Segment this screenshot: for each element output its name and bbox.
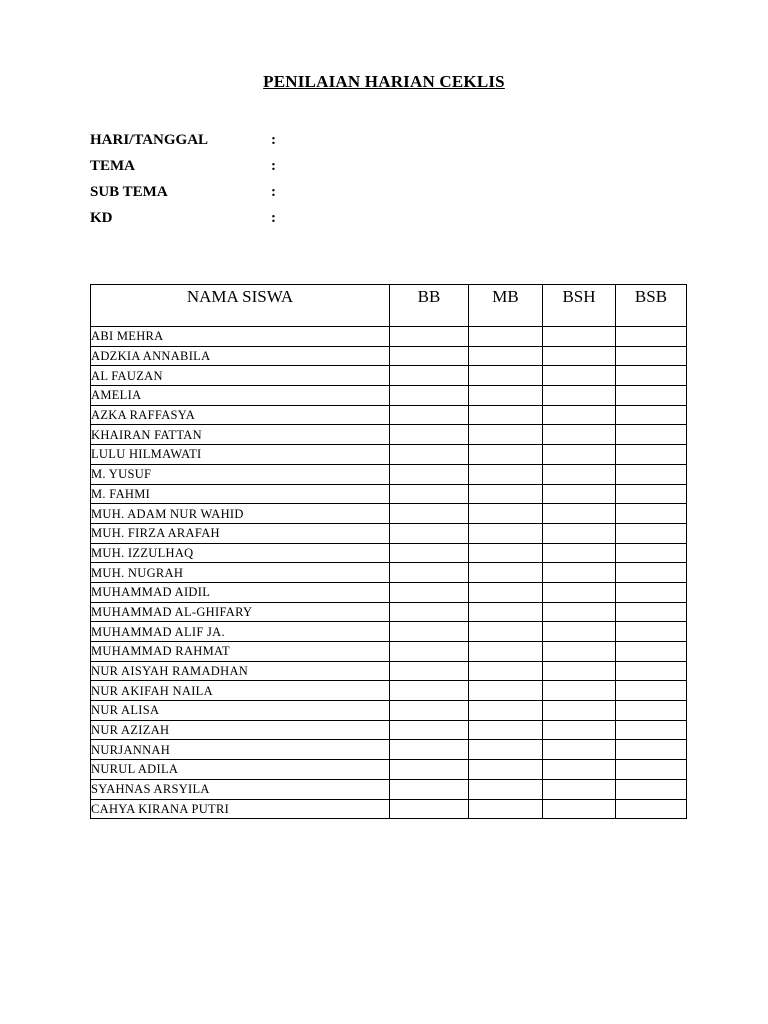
check-cell-bsb[interactable] bbox=[616, 386, 687, 406]
meta-row-kd bbox=[90, 205, 291, 231]
check-cell-mb[interactable] bbox=[469, 523, 543, 543]
check-cell-bsb[interactable] bbox=[616, 346, 687, 366]
check-cell-bsb[interactable] bbox=[616, 445, 687, 465]
checklist-table bbox=[90, 284, 687, 819]
meta-colon: : bbox=[271, 183, 276, 200]
student-name: NUR AISYAH RAMADHAN bbox=[91, 661, 390, 681]
check-cell-bb[interactable] bbox=[390, 464, 469, 484]
check-cell-bsb[interactable] bbox=[616, 484, 687, 504]
check-cell-bb[interactable] bbox=[390, 563, 469, 583]
check-cell-bb[interactable] bbox=[390, 445, 469, 465]
table-row bbox=[91, 563, 687, 583]
check-cell-mb[interactable] bbox=[469, 681, 543, 701]
check-cell-bb[interactable] bbox=[390, 642, 469, 662]
header-mb: MB bbox=[469, 285, 543, 327]
table-row bbox=[91, 642, 687, 662]
check-cell-bsh[interactable] bbox=[543, 602, 616, 622]
meta-colon: : bbox=[271, 131, 276, 148]
student-name: MUHAMMAD AL-GHIFARY bbox=[91, 602, 390, 622]
check-cell-bsh[interactable] bbox=[543, 425, 616, 445]
check-cell-bsh[interactable] bbox=[543, 563, 616, 583]
table-row bbox=[91, 622, 687, 642]
check-cell-bsb[interactable] bbox=[616, 681, 687, 701]
check-cell-bsh[interactable] bbox=[543, 484, 616, 504]
check-cell-bsb[interactable] bbox=[616, 563, 687, 583]
check-cell-bsh[interactable] bbox=[543, 740, 616, 760]
check-cell-bsh[interactable] bbox=[543, 779, 616, 799]
meta-section bbox=[90, 127, 291, 231]
check-cell-bsb[interactable] bbox=[616, 701, 687, 721]
check-cell-bsh[interactable] bbox=[543, 681, 616, 701]
check-cell-bb[interactable] bbox=[390, 425, 469, 445]
student-name: NUR AZIZAH bbox=[91, 720, 390, 740]
table-row bbox=[91, 779, 687, 799]
check-cell-bb[interactable] bbox=[390, 346, 469, 366]
meta-row-date bbox=[90, 127, 291, 153]
check-cell-bsb[interactable] bbox=[616, 543, 687, 563]
check-cell-bsh[interactable] bbox=[543, 642, 616, 662]
check-cell-bb[interactable] bbox=[390, 405, 469, 425]
table-row bbox=[91, 445, 687, 465]
check-cell-bsb[interactable] bbox=[616, 523, 687, 543]
table-row bbox=[91, 504, 687, 524]
table-row bbox=[91, 661, 687, 681]
meta-label: SUB TEMA bbox=[90, 183, 168, 200]
table-header-row bbox=[91, 285, 687, 327]
check-cell-bb[interactable] bbox=[390, 582, 469, 602]
student-name: MUHAMMAD RAHMAT bbox=[91, 642, 390, 662]
check-cell-mb[interactable] bbox=[469, 799, 543, 819]
check-cell-bb[interactable] bbox=[390, 799, 469, 819]
check-cell-mb[interactable] bbox=[469, 464, 543, 484]
table-row bbox=[91, 740, 687, 760]
check-cell-mb[interactable] bbox=[469, 543, 543, 563]
check-cell-bb[interactable] bbox=[390, 740, 469, 760]
meta-label: KD bbox=[90, 209, 113, 226]
check-cell-mb[interactable] bbox=[469, 346, 543, 366]
check-cell-bsh[interactable] bbox=[543, 405, 616, 425]
check-cell-bb[interactable] bbox=[390, 701, 469, 721]
check-cell-bsh[interactable] bbox=[543, 366, 616, 386]
meta-row-theme bbox=[90, 153, 291, 179]
check-cell-bsb[interactable] bbox=[616, 760, 687, 780]
header-bsb: BSB bbox=[616, 285, 687, 327]
check-cell-mb[interactable] bbox=[469, 327, 543, 347]
meta-colon: : bbox=[271, 209, 276, 226]
table-row bbox=[91, 681, 687, 701]
check-cell-mb[interactable] bbox=[469, 760, 543, 780]
student-name: KHAIRAN FATTAN bbox=[91, 425, 390, 445]
table-row bbox=[91, 405, 687, 425]
check-cell-bsh[interactable] bbox=[543, 701, 616, 721]
check-cell-bb[interactable] bbox=[390, 327, 469, 347]
check-cell-bsb[interactable] bbox=[616, 622, 687, 642]
header-name: NAMA SISWA bbox=[91, 285, 390, 327]
student-name: NUR ALISA bbox=[91, 701, 390, 721]
student-name: M. YUSUF bbox=[91, 464, 390, 484]
check-cell-bb[interactable] bbox=[390, 543, 469, 563]
check-cell-bsh[interactable] bbox=[543, 445, 616, 465]
check-cell-mb[interactable] bbox=[469, 504, 543, 524]
check-cell-mb[interactable] bbox=[469, 720, 543, 740]
check-cell-bb[interactable] bbox=[390, 386, 469, 406]
check-cell-bsh[interactable] bbox=[543, 760, 616, 780]
check-cell-bsb[interactable] bbox=[616, 464, 687, 484]
student-name: MUHAMMAD ALIF JA. bbox=[91, 622, 390, 642]
student-name: SYAHNAS ARSYILA bbox=[91, 779, 390, 799]
check-cell-bsh[interactable] bbox=[543, 504, 616, 524]
student-name: AL FAUZAN bbox=[91, 366, 390, 386]
check-cell-mb[interactable] bbox=[469, 779, 543, 799]
check-cell-mb[interactable] bbox=[469, 661, 543, 681]
check-cell-bsh[interactable] bbox=[543, 523, 616, 543]
meta-row-subtheme bbox=[90, 179, 291, 205]
check-cell-mb[interactable] bbox=[469, 484, 543, 504]
check-cell-bsh[interactable] bbox=[543, 327, 616, 347]
check-cell-bsb[interactable] bbox=[616, 799, 687, 819]
check-cell-mb[interactable] bbox=[469, 701, 543, 721]
check-cell-bsh[interactable] bbox=[543, 464, 616, 484]
student-name: MUHAMMAD AIDIL bbox=[91, 582, 390, 602]
table-row bbox=[91, 327, 687, 347]
student-name: NURJANNAH bbox=[91, 740, 390, 760]
check-cell-bsh[interactable] bbox=[543, 661, 616, 681]
check-cell-bb[interactable] bbox=[390, 484, 469, 504]
table-body bbox=[91, 327, 687, 819]
check-cell-bb[interactable] bbox=[390, 760, 469, 780]
student-name: NUR AKIFAH NAILA bbox=[91, 681, 390, 701]
student-name: ABI MEHRA bbox=[91, 327, 390, 347]
check-cell-bsb[interactable] bbox=[616, 425, 687, 445]
check-cell-bsh[interactable] bbox=[543, 720, 616, 740]
check-cell-bb[interactable] bbox=[390, 779, 469, 799]
check-cell-bb[interactable] bbox=[390, 523, 469, 543]
check-cell-mb[interactable] bbox=[469, 740, 543, 760]
meta-colon: : bbox=[271, 157, 276, 174]
check-cell-bb[interactable] bbox=[390, 661, 469, 681]
check-cell-bb[interactable] bbox=[390, 504, 469, 524]
check-cell-bsh[interactable] bbox=[543, 346, 616, 366]
check-cell-bb[interactable] bbox=[390, 681, 469, 701]
check-cell-bb[interactable] bbox=[390, 622, 469, 642]
check-cell-mb[interactable] bbox=[469, 602, 543, 622]
check-cell-mb[interactable] bbox=[469, 405, 543, 425]
check-cell-bb[interactable] bbox=[390, 602, 469, 622]
student-name: MUH. IZZULHAQ bbox=[91, 543, 390, 563]
check-cell-bsb[interactable] bbox=[616, 602, 687, 622]
check-cell-bb[interactable] bbox=[390, 720, 469, 740]
check-cell-bsb[interactable] bbox=[616, 642, 687, 662]
check-cell-mb[interactable] bbox=[469, 366, 543, 386]
table-row bbox=[91, 582, 687, 602]
table-row bbox=[91, 366, 687, 386]
header-bsh: BSH bbox=[543, 285, 616, 327]
page-title: PENILAIAN HARIAN CEKLIS bbox=[263, 72, 505, 91]
check-cell-bsh[interactable] bbox=[543, 799, 616, 819]
check-cell-bsb[interactable] bbox=[616, 366, 687, 386]
table-row bbox=[91, 346, 687, 366]
student-name: AMELIA bbox=[91, 386, 390, 406]
student-name: MUH. NUGRAH bbox=[91, 563, 390, 583]
check-cell-bsb[interactable] bbox=[616, 779, 687, 799]
table-row bbox=[91, 464, 687, 484]
student-name: M. FAHMI bbox=[91, 484, 390, 504]
check-cell-bsb[interactable] bbox=[616, 405, 687, 425]
check-cell-bsb[interactable] bbox=[616, 504, 687, 524]
table-row bbox=[91, 386, 687, 406]
student-name: ADZKIA ANNABILA bbox=[91, 346, 390, 366]
check-cell-mb[interactable] bbox=[469, 386, 543, 406]
check-cell-bsb[interactable] bbox=[616, 327, 687, 347]
table-row bbox=[91, 799, 687, 819]
check-cell-bsh[interactable] bbox=[543, 543, 616, 563]
check-cell-bsb[interactable] bbox=[616, 720, 687, 740]
check-cell-bsh[interactable] bbox=[543, 622, 616, 642]
student-name: MUH. FIRZA ARAFAH bbox=[91, 523, 390, 543]
table-row bbox=[91, 523, 687, 543]
student-name: CAHYA KIRANA PUTRI bbox=[91, 799, 390, 819]
student-name: MUH. ADAM NUR WAHID bbox=[91, 504, 390, 524]
check-cell-bsb[interactable] bbox=[616, 740, 687, 760]
check-cell-bsh[interactable] bbox=[543, 582, 616, 602]
header-bb: BB bbox=[390, 285, 469, 327]
student-name: NURUL ADILA bbox=[91, 760, 390, 780]
check-cell-bsh[interactable] bbox=[543, 386, 616, 406]
check-cell-mb[interactable] bbox=[469, 425, 543, 445]
table-row bbox=[91, 425, 687, 445]
meta-label: TEMA bbox=[90, 157, 135, 174]
table-row bbox=[91, 543, 687, 563]
student-name: AZKA RAFFASYA bbox=[91, 405, 390, 425]
table-row bbox=[91, 602, 687, 622]
check-cell-bb[interactable] bbox=[390, 366, 469, 386]
check-cell-mb[interactable] bbox=[469, 563, 543, 583]
check-cell-bsb[interactable] bbox=[616, 661, 687, 681]
check-cell-bsb[interactable] bbox=[616, 582, 687, 602]
meta-label: HARI/TANGGAL bbox=[90, 131, 209, 148]
check-cell-mb[interactable] bbox=[469, 582, 543, 602]
check-cell-mb[interactable] bbox=[469, 622, 543, 642]
check-cell-mb[interactable] bbox=[469, 642, 543, 662]
student-name: LULU HILMAWATI bbox=[91, 445, 390, 465]
table-row bbox=[91, 720, 687, 740]
check-cell-mb[interactable] bbox=[469, 445, 543, 465]
table-row bbox=[91, 760, 687, 780]
table-row bbox=[91, 701, 687, 721]
table-row bbox=[91, 484, 687, 504]
